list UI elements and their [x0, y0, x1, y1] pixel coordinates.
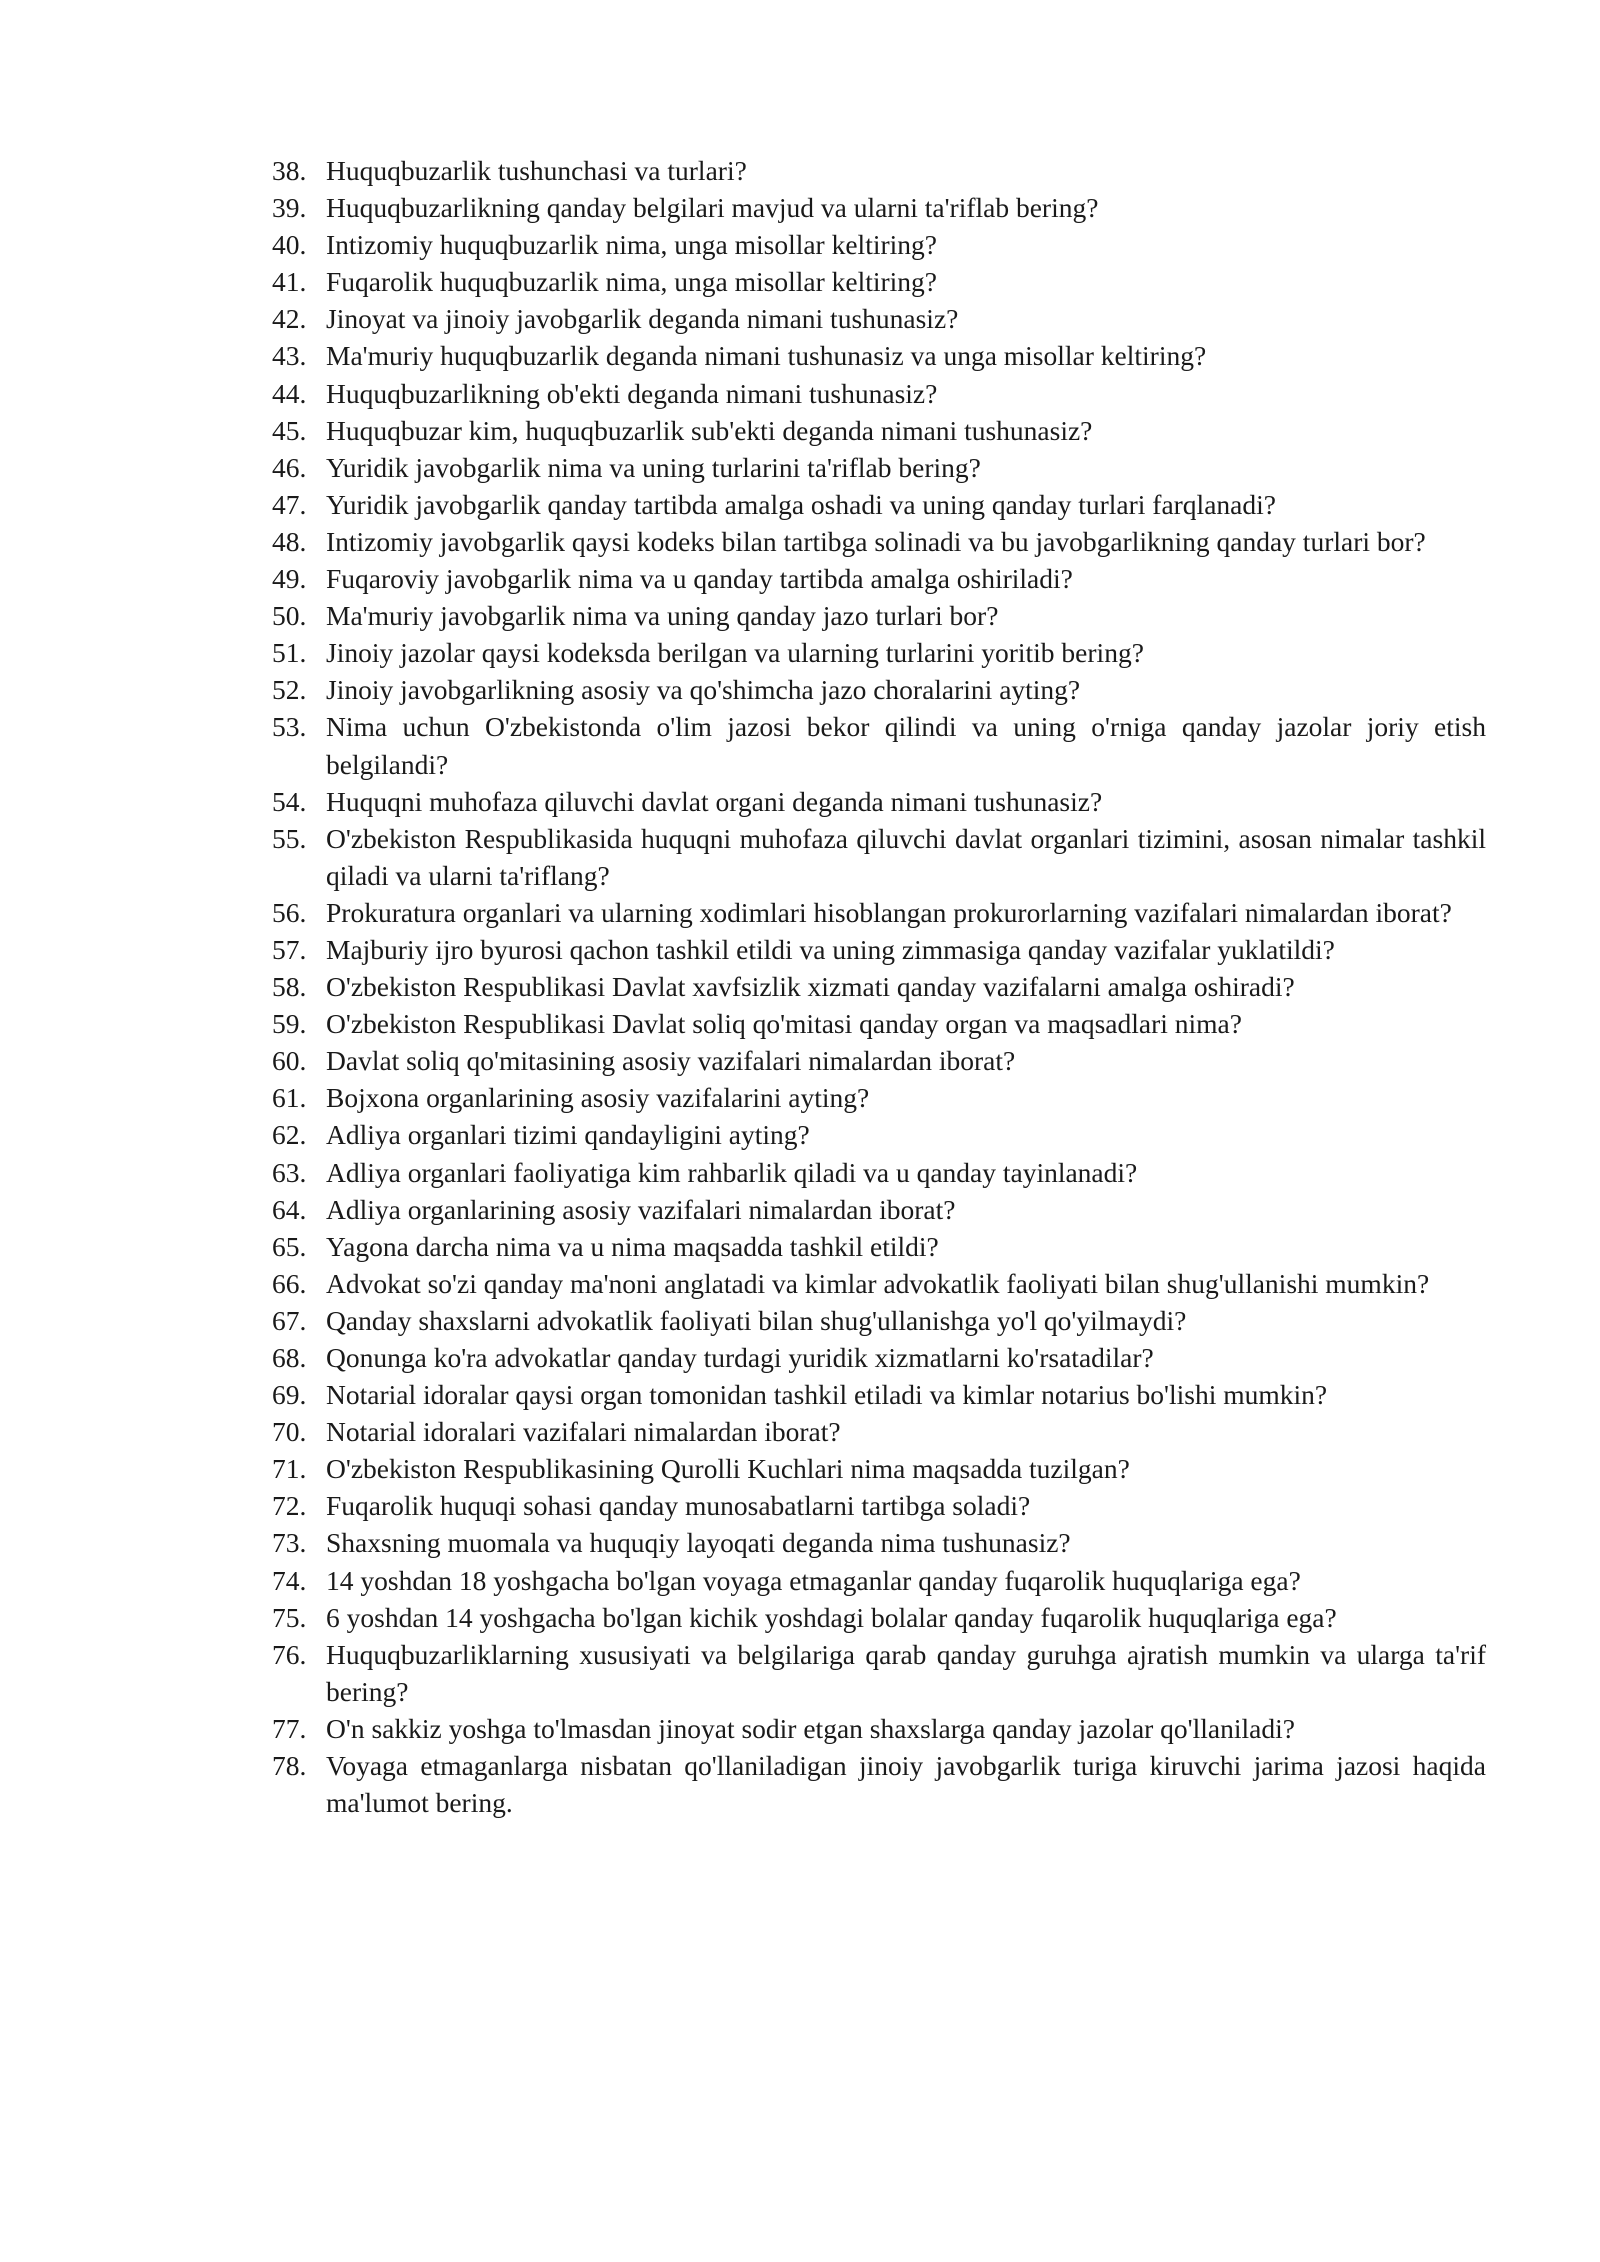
- question-item: [272, 263, 1486, 300]
- question-text: Advokat so'zi qanday ma'noni anglatadi va kimlar advokatlik faoliyati bilan shug'ullanishi mumkin?: [326, 1267, 1430, 1299]
- question-number: 41.: [272, 266, 307, 298]
- question-item: [272, 486, 1486, 523]
- question-number: 38.: [272, 155, 307, 186]
- question-item: [272, 820, 1486, 894]
- question-item: [272, 1636, 1486, 1710]
- question-text: Nima uchun O'zbekistonda o'lim jazosi bekor qilindi va uning o'rniga qanday jazolar joriy etish belgilandi?: [326, 711, 1486, 780]
- question-item: [272, 1116, 1486, 1153]
- question-text: Yuridik javobgarlik qanday tartibda amalga oshadi va uning qanday turlari farqlanadi?: [326, 488, 1276, 520]
- question-text: Jinoyat va jinoiy javobgarlik deganda nimani tushunasiz?: [326, 303, 959, 335]
- question-text: Adliya organlari faoliyatiga kim rahbarlik qiladi va u qanday tayinlanadi?: [326, 1156, 1138, 1188]
- question-number: 53.: [272, 711, 307, 743]
- question-item: [272, 1562, 1486, 1599]
- question-item: [272, 1710, 1486, 1747]
- question-text: Notarial idoralar qaysi organ tomonidan tashkil etiladi va kimlar notarius bo'lishi mumkin?: [326, 1379, 1328, 1411]
- question-item: [272, 968, 1486, 1005]
- question-item: [272, 226, 1486, 263]
- question-item: [272, 560, 1486, 597]
- question-item: [272, 1154, 1486, 1191]
- question-text: Huquqbuzarlikning ob'ekti deganda nimani tushunasiz?: [326, 377, 938, 409]
- question-text: O'n sakkiz yoshga to'lmasdan jinoyat sodir etgan shaxslarga qanday jazolar qo'llaniladi?: [326, 1712, 1295, 1744]
- question-number: 68.: [272, 1342, 307, 1373]
- question-number: 65.: [272, 1230, 307, 1262]
- question-item: [272, 1228, 1486, 1265]
- question-number: 61.: [272, 1082, 307, 1114]
- question-text: Fuqaroviy javobgarlik nima va u qanday tartibda amalga oshiriladi?: [326, 563, 1073, 595]
- question-number: 49.: [272, 563, 307, 595]
- question-text: Ma'muriy javobgarlik nima va uning qanday jazo turlari bor?: [326, 600, 999, 632]
- question-text: O'zbekiston Respublikasining Qurolli Kuchlari nima maqsadda tuzilgan?: [326, 1453, 1130, 1485]
- question-number: 50.: [272, 600, 307, 632]
- question-number: 54.: [272, 785, 307, 817]
- question-item: [272, 523, 1486, 560]
- question-item: [272, 1376, 1486, 1413]
- question-item: [272, 1413, 1486, 1450]
- question-item: [272, 597, 1486, 634]
- question-text: Shaxsning muomala va huquqiy layoqati deganda nima tushunasiz?: [326, 1527, 1071, 1559]
- question-text: O'zbekiston Respublikasi Davlat soliq qo'mitasi qanday organ va maqsadlari nima?: [326, 1008, 1242, 1040]
- question-item: [272, 189, 1486, 226]
- question-number: 55.: [272, 822, 307, 854]
- question-text: Fuqarolik huquqi sohasi qanday munosabatlarni tartibga soladi?: [326, 1490, 1031, 1522]
- question-number: 69.: [272, 1379, 307, 1411]
- question-number: 45.: [272, 414, 307, 446]
- question-number: 48.: [272, 525, 307, 557]
- question-text: Davlat soliq qo'mitasining asosiy vazifalari nimalardan iborat?: [326, 1045, 1016, 1077]
- question-text: Yagona darcha nima va u nima maqsadda tashkil etildi?: [326, 1230, 939, 1262]
- question-number: 67.: [272, 1304, 307, 1336]
- question-item: [272, 449, 1486, 486]
- question-number: 62.: [272, 1119, 307, 1151]
- question-text: 6 yoshdan 14 yoshgacha bo'lgan kichik yoshdagi bolalar qanday fuqarolik huquqlariga ega?: [326, 1601, 1337, 1633]
- question-item: [272, 894, 1486, 931]
- question-number: 70.: [272, 1416, 307, 1448]
- question-text: Jinoiy jazolar qaysi kodeksda berilgan va ularning turlarini yoritib bering?: [326, 637, 1144, 669]
- question-text: Jinoiy javobgarlikning asosiy va qo'shimcha jazo choralarini ayting?: [326, 674, 1081, 706]
- question-number: 58.: [272, 971, 307, 1003]
- question-text: Adliya organlarining asosiy vazifalari nimalardan iborat?: [326, 1193, 956, 1225]
- question-item: [272, 1450, 1486, 1487]
- question-item: [272, 1265, 1486, 1302]
- question-item: [272, 783, 1486, 820]
- question-number: 44.: [272, 377, 307, 409]
- question-text: Prokuratura organlari va ularning xodimlari hisoblangan prokurorlarning vazifalari nimalardan iborat?: [326, 896, 1452, 928]
- question-text: Bojxona organlarining asosiy vazifalarini ayting?: [326, 1082, 870, 1114]
- question-number: 46.: [272, 451, 307, 483]
- question-item: [272, 708, 1486, 782]
- question-number: 77.: [272, 1712, 307, 1744]
- question-number: 60.: [272, 1045, 307, 1077]
- question-item: [272, 1599, 1486, 1636]
- question-text: Majburiy ijro byurosi qachon tashkil etildi va uning zimmasiga qanday vazifalar yuklatildi?: [326, 933, 1335, 965]
- question-number: 39.: [272, 192, 307, 224]
- question-number: 66.: [272, 1267, 307, 1299]
- question-text: Intizomiy huquqbuzarlik nima, unga misollar keltiring?: [326, 229, 937, 261]
- question-text: Ma'muriy huquqbuzarlik deganda nimani tushunasiz va unga misollar keltiring?: [326, 340, 1207, 372]
- question-item: [272, 1747, 1486, 1821]
- question-number: 40.: [272, 229, 307, 261]
- question-number: 47.: [272, 488, 307, 520]
- question-text: 14 yoshdan 18 yoshgacha bo'lgan voyaga etmaganlar qanday fuqarolik huquqlariga ega?: [326, 1564, 1301, 1596]
- question-text: Huquqbuzarlik tushunchasi va turlari?: [326, 155, 747, 186]
- question-item: [272, 152, 1486, 189]
- question-item: [272, 1191, 1486, 1228]
- question-item: [272, 1487, 1486, 1524]
- question-item: [272, 634, 1486, 671]
- question-number: 72.: [272, 1490, 307, 1522]
- question-number: 51.: [272, 637, 307, 669]
- question-number: 43.: [272, 340, 307, 372]
- question-item: [272, 1524, 1486, 1561]
- question-number: 75.: [272, 1601, 307, 1633]
- question-number: 59.: [272, 1008, 307, 1040]
- question-item: [272, 931, 1486, 968]
- question-number: 73.: [272, 1527, 307, 1559]
- question-text: Huquqbuzarliklarning xususiyati va belgilariga qarab qanday guruhga ajratish mumkin va ularga ta'rif bering?: [326, 1638, 1486, 1707]
- question-number: 52.: [272, 674, 307, 706]
- question-text: Voyaga etmaganlarga nisbatan qo'llaniladigan jinoiy javobgarlik turiga kiruvchi jarima jazosi haqida ma'lumot bering.: [326, 1750, 1486, 1819]
- question-text: Huquqbuzarlikning qanday belgilari mavjud va ularni ta'riflab bering?: [326, 192, 1099, 224]
- question-item: [272, 1005, 1486, 1042]
- question-text: Qonunga ko'ra advokatlar qanday turdagi yuridik xizmatlarni ko'rsatadilar?: [326, 1342, 1154, 1373]
- question-text: O'zbekiston Respublikasi Davlat xavfsizlik xizmati qanday vazifalarni amalga oshiradi?: [326, 971, 1295, 1003]
- question-text: Adliya organlari tizimi qandayligini ayting?: [326, 1119, 810, 1151]
- question-text: Yuridik javobgarlik nima va uning turlarini ta'riflab bering?: [326, 451, 981, 483]
- question-item: [272, 412, 1486, 449]
- question-item: [272, 671, 1486, 708]
- question-item: [272, 1302, 1486, 1339]
- question-text: Notarial idoralari vazifalari nimalardan iborat?: [326, 1416, 841, 1448]
- question-item: [272, 1079, 1486, 1116]
- question-item: [272, 300, 1486, 337]
- question-number: 64.: [272, 1193, 307, 1225]
- question-number: 42.: [272, 303, 307, 335]
- question-item: [272, 337, 1486, 374]
- question-text: Huquqni muhofaza qiluvchi davlat organi deganda nimani tushunasiz?: [326, 785, 1103, 817]
- question-number: 74.: [272, 1564, 307, 1596]
- question-item: [272, 375, 1486, 412]
- question-text: Intizomiy javobgarlik qaysi kodeks bilan tartibga solinadi va bu javobgarlikning qanday turlari bor?: [326, 525, 1426, 557]
- question-number: 76.: [272, 1638, 307, 1670]
- question-text: Fuqarolik huquqbuzarlik nima, unga misollar keltiring?: [326, 266, 937, 298]
- question-list: [272, 152, 1486, 1821]
- question-text: Qanday shaxslarni advokatlik faoliyati bilan shug'ullanishga yo'l qo'yilmaydi?: [326, 1304, 1187, 1336]
- question-number: 71.: [272, 1453, 307, 1485]
- question-number: 56.: [272, 896, 307, 928]
- question-text: O'zbekiston Respublikasida huquqni muhofaza qiluvchi davlat organlari tizimini, asosan nimalar tashkil qiladi va ularni ta'riflang?: [326, 822, 1486, 891]
- question-item: [272, 1339, 1486, 1376]
- question-text: Huquqbuzar kim, huquqbuzarlik sub'ekti deganda nimani tushunasiz?: [326, 414, 1093, 446]
- question-item: [272, 1042, 1486, 1079]
- question-number: 57.: [272, 933, 307, 965]
- question-number: 78.: [272, 1750, 307, 1782]
- question-number: 63.: [272, 1156, 307, 1188]
